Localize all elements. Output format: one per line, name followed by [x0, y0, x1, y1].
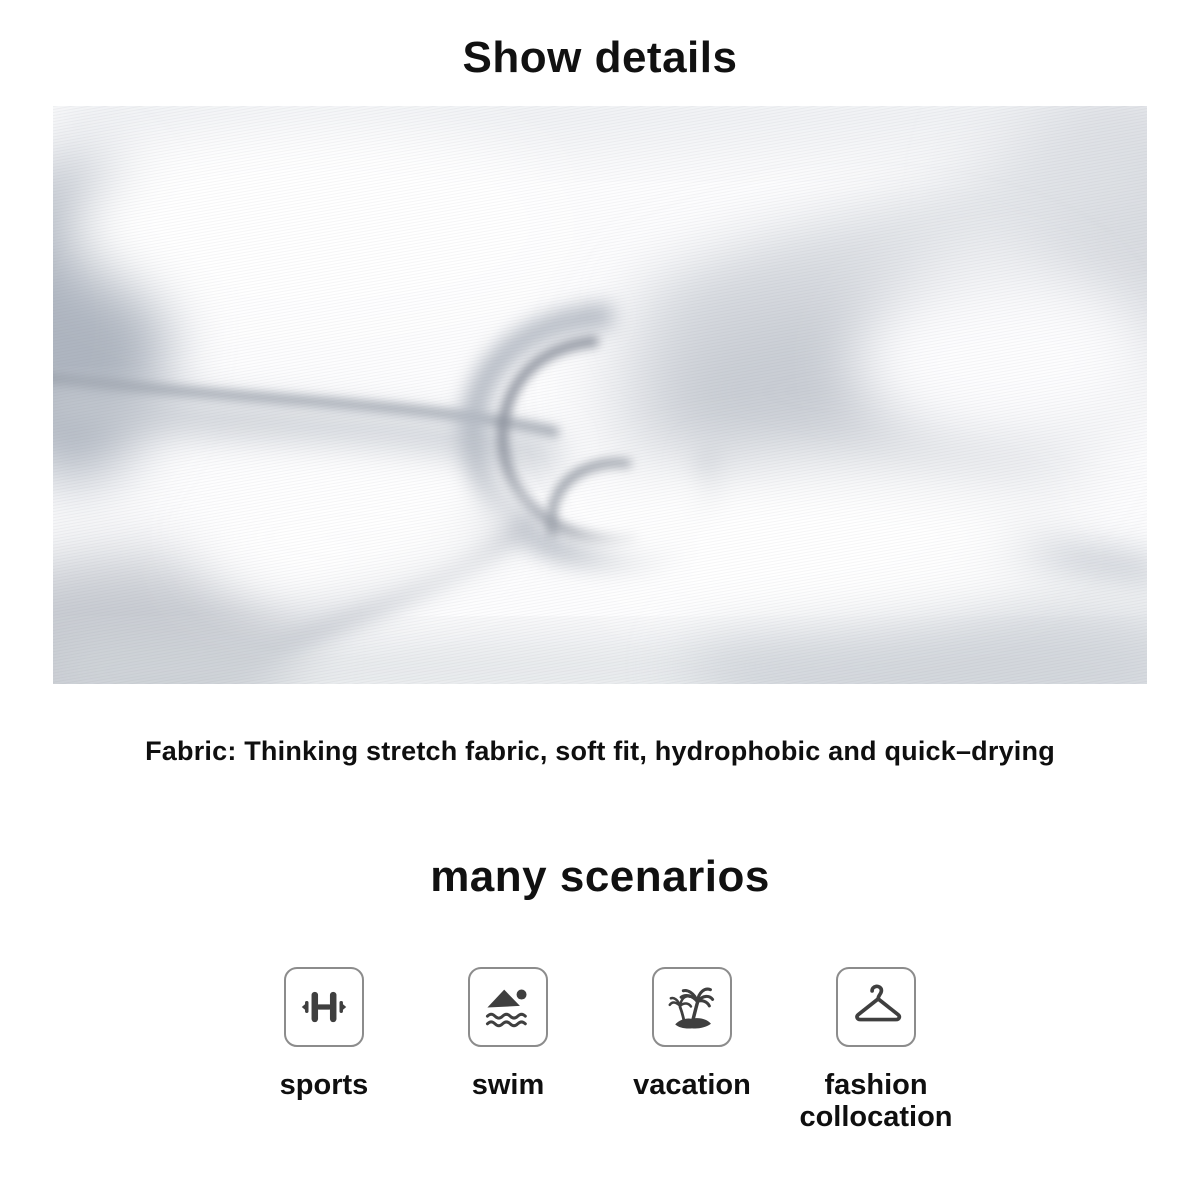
scenario-label-vacation: vacation	[633, 1069, 751, 1101]
scenario-item-sports	[234, 967, 414, 1101]
scenario-row	[0, 967, 1200, 1134]
scenario-item-swim	[418, 967, 598, 1101]
palm-island-icon	[666, 981, 718, 1033]
sports-icon-box	[284, 967, 364, 1047]
swim-icon-box	[468, 967, 548, 1047]
fabric-swirl-photo	[53, 106, 1147, 684]
scenario-item-fashion-collocation	[786, 967, 966, 1134]
scenario-label-fashion-collocation: fashion collocation	[799, 1069, 953, 1134]
scenario-label-sports: sports	[279, 1069, 369, 1101]
show-details-title: Show details	[462, 33, 738, 82]
clothes-hanger-icon	[850, 981, 902, 1033]
scenario-item-vacation	[602, 967, 782, 1101]
fabric-caption: Fabric: Thinking stretch fabric, soft fit, hydrophobic and quick–drying	[145, 736, 1055, 766]
many-scenarios-title: many scenarios	[430, 852, 770, 901]
swimmer-icon	[482, 981, 534, 1033]
dumbbell-icon	[298, 981, 350, 1033]
scenario-label-swim: swim	[471, 1069, 545, 1101]
vacation-icon-box	[652, 967, 732, 1047]
fashion-collocation-icon-box	[836, 967, 916, 1047]
fabric-swirl-illustration	[53, 106, 1147, 684]
